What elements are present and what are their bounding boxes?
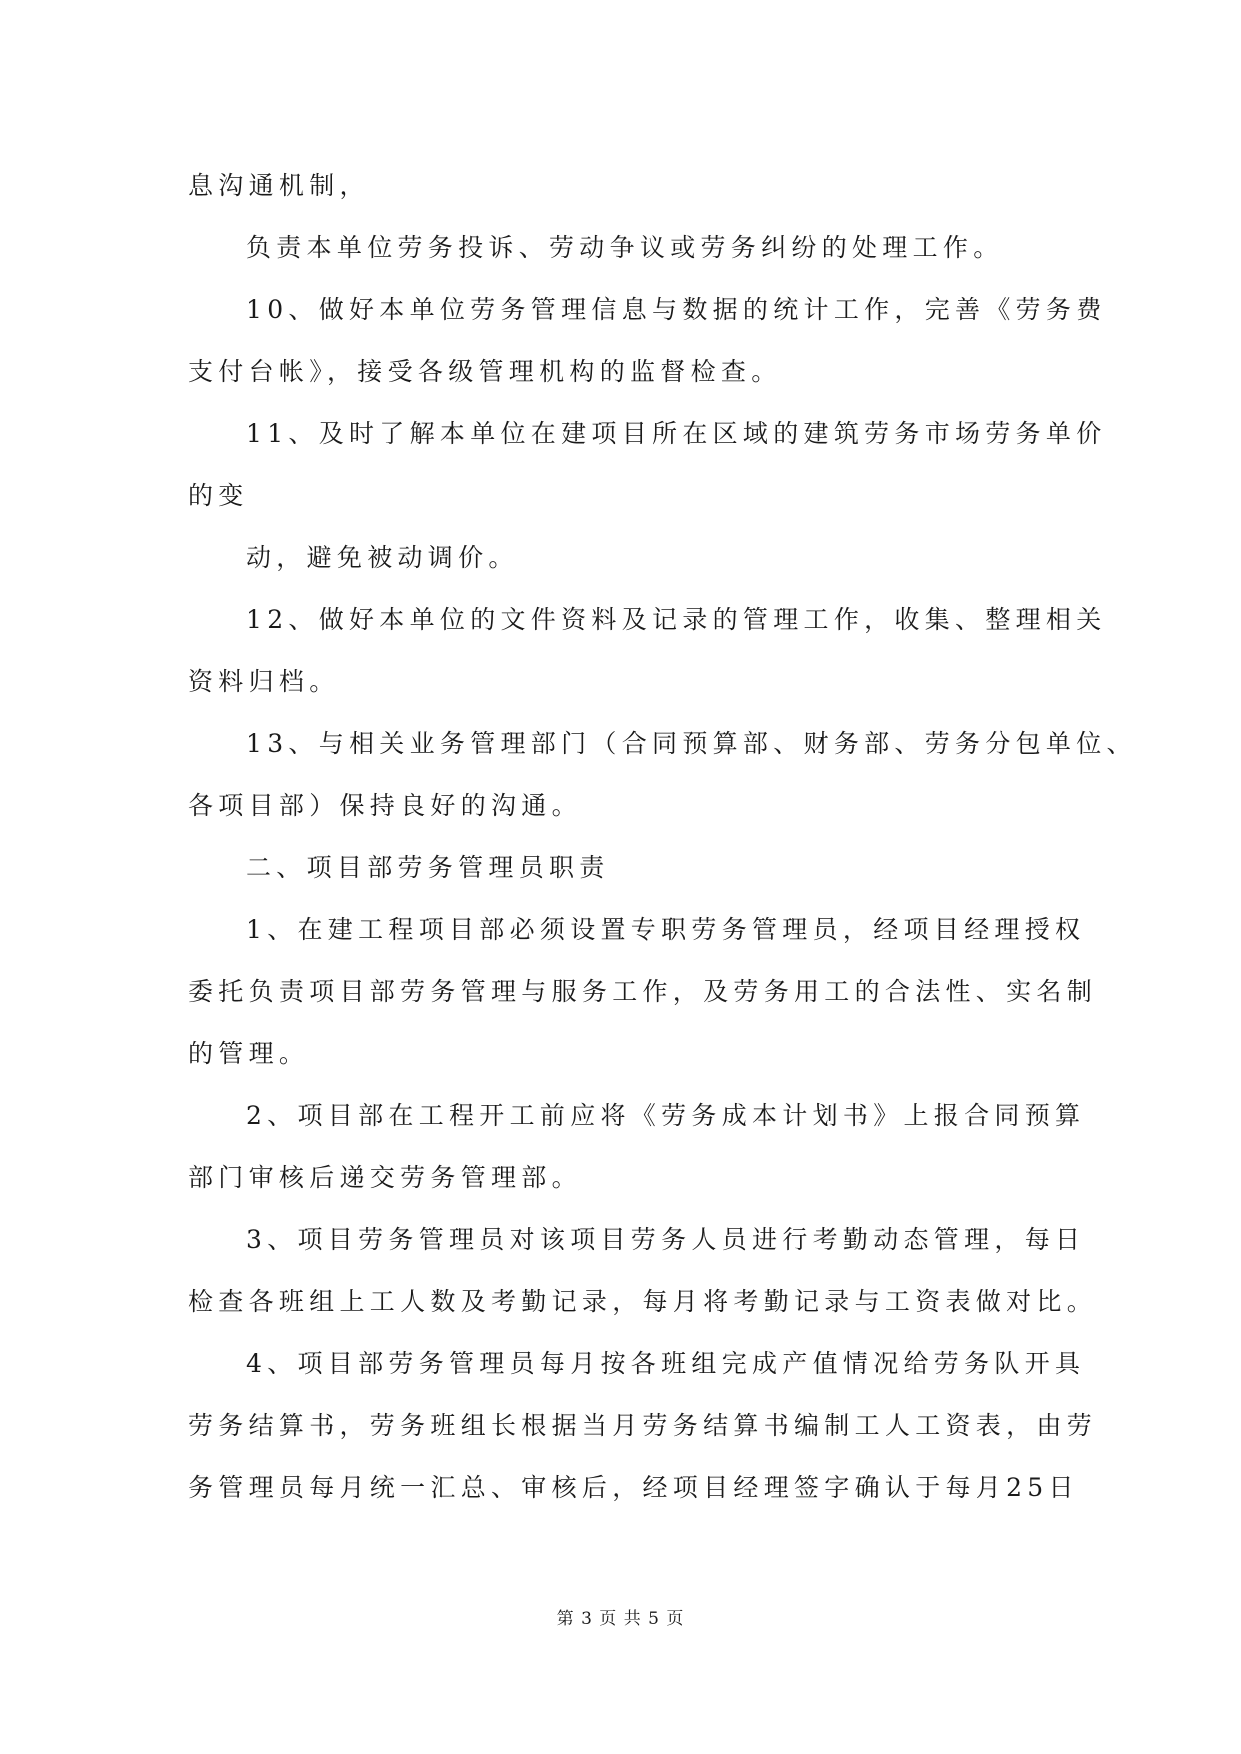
text-line: 务管理员每月统一汇总、审核后，经项目经理签字确认于每月25日 xyxy=(188,1473,1079,1502)
text-line: 11、及时了解本单位在建项目所在区域的建筑劳务市场劳务单价 xyxy=(246,419,1107,448)
text-line: 部门审核后递交劳务管理部。 xyxy=(188,1163,582,1192)
text-line: 2、项目部在工程开工前应将《劳务成本计划书》上报合同预算 xyxy=(246,1101,1086,1130)
text-line: 12、做好本单位的文件资料及记录的管理工作，收集、整理相关 xyxy=(246,605,1107,634)
text-line: 1、在建工程项目部必须设置专职劳务管理员，经项目经理授权 xyxy=(246,915,1086,944)
text-line: 资料归档。 xyxy=(188,667,340,696)
text-line: 支付台帐》，接受各级管理机构的监督检查。 xyxy=(188,357,782,386)
document-body xyxy=(188,155,1137,1519)
text-line: 的管理。 xyxy=(188,1039,310,1068)
text-line: 二、项目部劳务管理员职责 xyxy=(246,853,610,882)
text-line: 劳务结算书，劳务班组长根据当月劳务结算书编制工人工资表，由劳 xyxy=(188,1411,1098,1440)
text-line: 息沟通机制， xyxy=(188,171,370,200)
text-line: 10、做好本单位劳务管理信息与数据的统计工作，完善《劳务费 xyxy=(246,295,1107,324)
text-line: 各项目部）保持良好的沟通。 xyxy=(188,791,582,820)
text-line: 委托负责项目部劳务管理与服务工作，及劳务用工的合法性、实名制 xyxy=(188,977,1098,1006)
text-line: 13、与相关业务管理部门（合同预算部、财务部、劳务分包单位、 xyxy=(246,729,1137,758)
text-line: 的变 xyxy=(188,481,249,510)
text-line: 检查各班组上工人数及考勤记录，每月将考勤记录与工资表做对比。 xyxy=(188,1287,1098,1316)
text-line: 动，避免被动调价。 xyxy=(246,543,519,572)
page-footer: 第 3 页 共 5 页 xyxy=(556,1609,685,1629)
text-line: 4、项目部劳务管理员每月按各班组完成产值情况给劳务队开具 xyxy=(246,1349,1086,1378)
text-line: 3、项目劳务管理员对该项目劳务人员进行考勤动态管理，每日 xyxy=(246,1225,1086,1254)
text-line: 负责本单位劳务投诉、劳动争议或劳务纠纷的处理工作。 xyxy=(246,233,1004,262)
